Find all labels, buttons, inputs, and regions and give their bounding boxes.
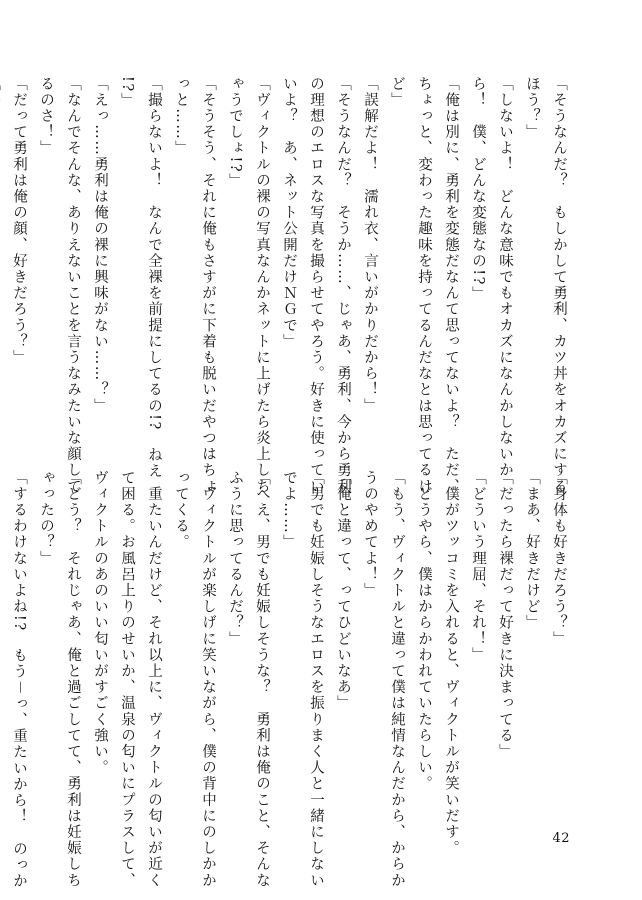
upper-text-line: いよ？ あ、ネット公開だけＮＧで」: [281, 76, 297, 350]
lower-text-line: 「どういう理屈、それ！」: [470, 470, 486, 664]
page-number: 42: [552, 831, 570, 846]
upper-text-line: ほう？」: [524, 76, 540, 141]
lower-text-line: どうやら、僕はからかわれていたらしい。: [416, 470, 432, 792]
upper-text-line: っと……」: [173, 76, 189, 157]
lower-text-line: うのやめてよ！」: [362, 470, 378, 599]
upper-text-line: 「そうそう、それに俺もさすがに下着も脱いだやつはちょ: [200, 76, 216, 495]
lower-text-line: 「俺と違って、ってひどいなあ」: [335, 470, 351, 712]
upper-text-line: ちょっと、変わった趣味を持ってるんだなとは思ってるけ: [416, 76, 432, 495]
upper-text-line: の理想のエロスな写真を撮らせてやろう。好きに使ってい: [308, 76, 324, 495]
upper-text-line: ゃうでしょ!?」: [227, 76, 243, 190]
text-block-upper: [0, 76, 572, 495]
lower-text-line: 重たいんだけど、それ以上に、ヴィクトルの匂いが近く: [146, 470, 162, 889]
upper-text-line: 「ヴィクトルの裸の写真なんかネットに上げたら炎上しち: [254, 76, 270, 495]
upper-text-line: 「誤解だよ！ 濡れ衣、言いがかりだから！」: [362, 76, 378, 415]
upper-text-line: ど」: [389, 76, 405, 109]
lower-text-line: ヴィクトルのあのいい匂いがすごく強い。: [92, 470, 108, 776]
upper-text-line: 「だって勇利は俺の顔、好きだろう？」: [11, 76, 27, 366]
lower-text-line: 「身体も好きだろう？」: [551, 470, 567, 648]
lower-text-line: ふうに思ってるんだ？」: [227, 470, 243, 648]
upper-text-line: 「そうなんだ？ そうか……、じゃあ、勇利、今から勇利: [335, 76, 351, 495]
text-block-lower: [0, 470, 572, 890]
lower-text-line: 「するわけないよね!? もう－っ、重たいから！ のっか: [11, 470, 27, 890]
lower-text-line: 「どう？ それじゃあ、俺と過ごしてて、勇利は妊娠しち: [65, 470, 81, 889]
upper-text-line: 「えっ……勇利は俺の裸に興味がない……？」: [92, 76, 108, 415]
lower-text-line: 「へえ、男でも妊娠しそうな？ 勇利は俺のこと、そんな: [254, 470, 270, 889]
upper-text-line: 「そうなんだ？ もしかして勇利、カツ丼をオカズにする: [551, 76, 567, 495]
upper-text-line: ら！ 僕、どんな変態なの!?」: [470, 76, 486, 303]
lower-text-line: 「だったら裸だって好きに決まってる」: [497, 470, 513, 760]
upper-text-line: るのさ！」: [38, 76, 54, 157]
upper-text-line: 「俺は別に、勇利を変態だなんて思ってないよ？ ただ、: [443, 76, 459, 495]
lower-text-line: ヴィクトルが楽しげに笑いながら、僕の背中にのしかか: [200, 470, 216, 889]
upper-text-line: !?」: [119, 76, 135, 109]
upper-text-line: 「撮らないよ！ なんで全裸を前提にしてるの!? ねえ: [146, 76, 162, 480]
lower-text-line: 「男でも妊娠しそうなエロスを振りまく人と一緒にしない: [308, 470, 324, 889]
lower-text-line: て困る。お風呂上りのせいか、温泉の匂いにプラスして、: [119, 470, 135, 889]
lower-text-line: 「もう、ヴィクトルと違って僕は純情なんだから、からか: [389, 470, 405, 889]
upper-text-line: 「なんでそんな、ありえないことを言うなみたいな顔して: [65, 76, 81, 495]
lower-text-line: ってくる。: [173, 470, 189, 551]
lower-text-line: 僕がツッコミを入れると、ヴィクトルが笑いだす。: [443, 470, 459, 857]
lower-text-line: 「まあ、好きだけど」: [524, 470, 540, 631]
upper-text-line: 「しないよ！ どんな意味でもオカズになんかしないか: [497, 76, 513, 479]
lower-text-line: ゃったの？」: [38, 470, 54, 567]
lower-text-line: でよ……」: [281, 470, 297, 551]
